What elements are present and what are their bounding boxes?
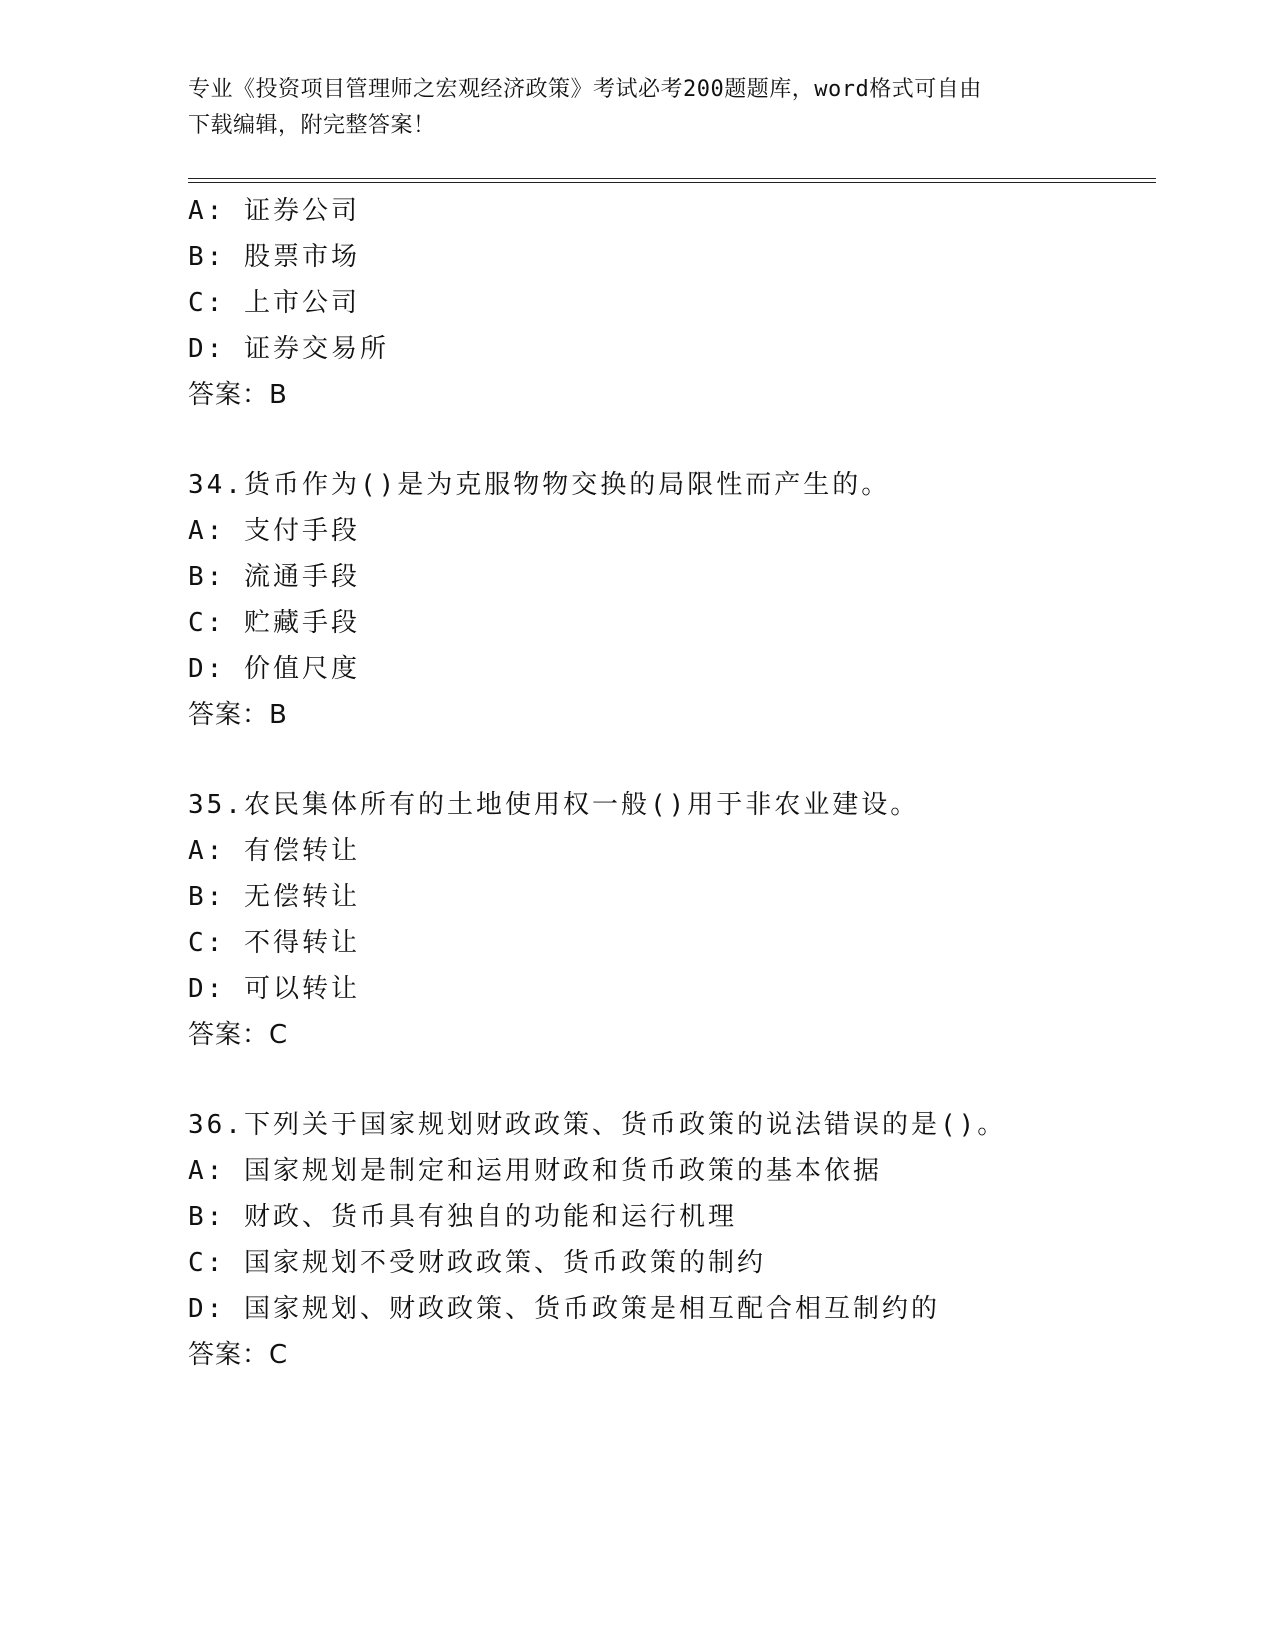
option-d: D: 可以转让 xyxy=(188,974,360,1004)
answer-line: 答案：B xyxy=(188,380,288,410)
question-text: 34.货币作为()是为克服物物交换的局限性而产生的。 xyxy=(188,470,891,500)
option-a: A: 有偿转让 xyxy=(188,836,360,866)
answer-line: 答案：C xyxy=(188,1020,289,1050)
header-divider-top xyxy=(188,178,1156,179)
question-block-fragment xyxy=(188,188,1156,418)
option-b: B: 股票市场 xyxy=(188,242,360,272)
answer-line: 答案：C xyxy=(188,1340,289,1370)
option-a: A: 国家规划是制定和运用财政和货币政策的基本依据 xyxy=(188,1156,882,1186)
option-c: C: 上市公司 xyxy=(188,288,360,318)
option-a: A: 支付手段 xyxy=(188,516,360,546)
option-b: B: 流通手段 xyxy=(188,562,360,592)
option-b: B: 财政、货币具有独自的功能和运行机理 xyxy=(188,1202,737,1232)
option-c: C: 贮藏手段 xyxy=(188,608,360,638)
question-block-34 xyxy=(188,462,1156,738)
question-text: 35.农民集体所有的土地使用权一般()用于非农业建设。 xyxy=(188,790,920,820)
document-header xyxy=(188,72,1068,144)
answer-line: 答案：B xyxy=(188,700,288,730)
option-d: D: 证券交易所 xyxy=(188,334,389,364)
option-b: B: 无偿转让 xyxy=(188,882,360,912)
header-line-1: 专业《投资项目管理师之宏观经济政策》考试必考200题题库，word格式可自由 xyxy=(188,77,982,102)
header-line-2: 下载编辑，附完整答案！ xyxy=(188,113,436,138)
question-list xyxy=(188,188,1156,1378)
option-c: C: 不得转让 xyxy=(188,928,360,958)
option-a: A: 证券公司 xyxy=(188,196,360,226)
question-block-36 xyxy=(188,1102,1156,1378)
option-c: C: 国家规划不受财政政策、货币政策的制约 xyxy=(188,1248,766,1278)
header-divider-bottom xyxy=(188,182,1156,183)
option-d: D: 价值尺度 xyxy=(188,654,360,684)
question-block-35 xyxy=(188,782,1156,1058)
question-text: 36.下列关于国家规划财政政策、货币政策的说法错误的是()。 xyxy=(188,1110,1007,1140)
option-d: D: 国家规划、财政政策、货币政策是相互配合相互制约的 xyxy=(188,1294,940,1324)
